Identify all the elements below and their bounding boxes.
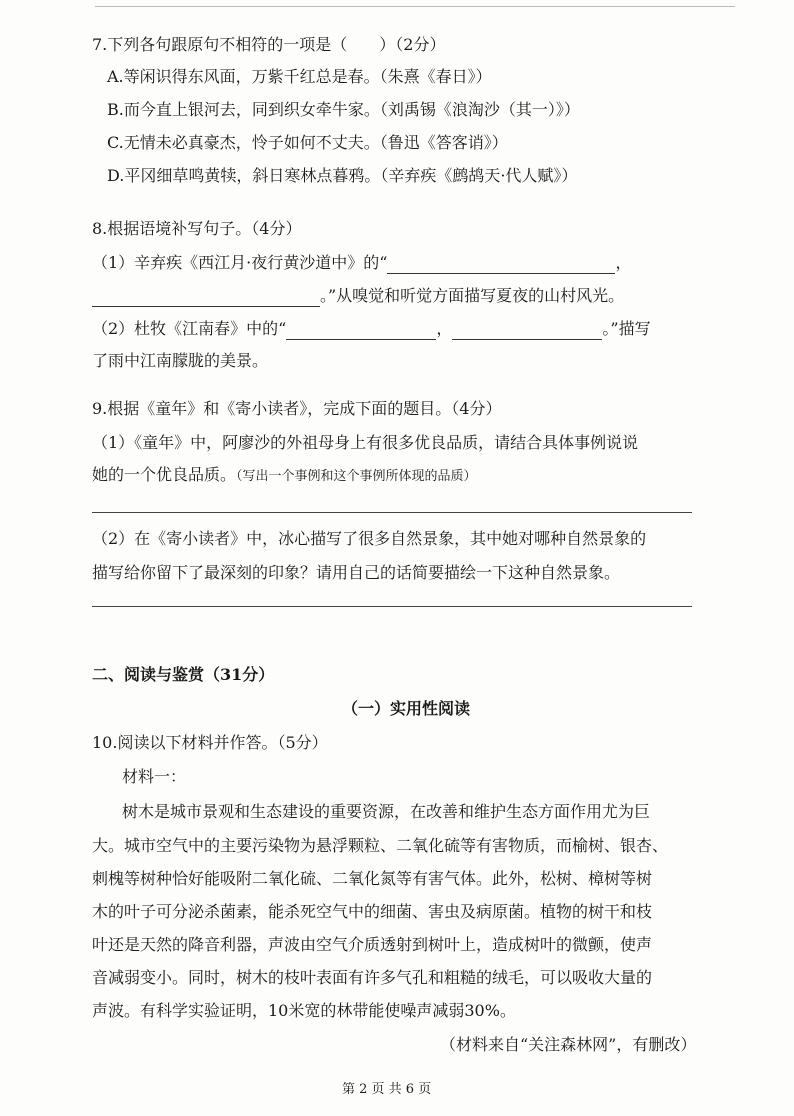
q8-part2-line2: 了雨中江南朦胧的美景。: [92, 351, 269, 370]
q8-part1-blank1[interactable]: [387, 255, 615, 274]
q8-part2-line1: [92, 318, 651, 340]
q8-stem: 8.根据语境补写句子。（4分）: [92, 219, 302, 238]
q9-part2-line1: （2）在《寄小读者》中，冰心描写了很多自然景象，其中她对哪种自然景象的: [92, 529, 647, 548]
material-paragraph-line: 刺槐等树种恰好能吸附二氧化硫、二氧化氮等有害气体。此外，松树、樟树等树: [92, 869, 653, 888]
material-paragraph-line: 树木是城市景观和生态建设的重要资源，在改善和维护生态方面作用尤为巨: [122, 802, 651, 821]
q9-part1-line1: （1）《童年》中，阿廖沙的外祖母身上有很多优良品质，请结合具体事例说说: [92, 433, 639, 452]
material-paragraph-line: 大。城市空气中的主要污染物为悬浮颗粒、二氧化硫等有害物质，而榆树、银杏、: [92, 836, 669, 855]
material-paragraph-line: 声波。有科学实验证明，10米宽的林带能使噪声减弱30%。: [92, 1001, 516, 1020]
q8-part1-text-b: 。”从嗅觉和听觉方面描写夏夜的山村风光。: [320, 286, 625, 305]
q8-part1-comma: ，: [615, 253, 632, 272]
q8-part1-blank2[interactable]: [92, 288, 320, 307]
q8-part1-line2: [92, 285, 624, 307]
q7-option-b: B.而今直上银河去，同到织女牵牛家。（刘禹锡《浪淘沙（其一）》）: [107, 100, 580, 119]
q8-part1-line1: [92, 252, 631, 274]
q7-option-c: C.无情未必真豪杰，怜子如何不丈夫。（鲁迅《答客诮》）: [107, 133, 508, 152]
q9-stem: 9.根据《童年》和《寄小读者》，完成下面的题目。（4分）: [92, 399, 502, 418]
q8-part2-blank1[interactable]: [286, 321, 436, 340]
q8-part1-text-a: （1）辛弃疾《西江月·夜行黄沙道中》的“: [92, 253, 388, 272]
q8-part2-blank2[interactable]: [452, 321, 602, 340]
q10-stem: 10.阅读以下材料并作答。（5分）: [92, 733, 328, 752]
q7-option-a: A.等闲识得东风面，万紫千红总是春。（朱熹《春日》）: [107, 67, 492, 86]
q7-option-d: D.平冈细草鸣黄犊，斜日寒林点暮鸦。（辛弃疾《鹧鸪天·代人赋》）: [107, 166, 578, 185]
material-source: （材料来自“关注森林网”，有删改）: [440, 1035, 697, 1054]
section-2-subtitle: （一）实用性阅读: [342, 699, 471, 718]
q7-stem: 7.下列各句跟原句不相符的一项是（ ）（2分）: [92, 35, 446, 54]
material-1-label: 材料一：: [122, 767, 187, 786]
q9-part2-line2: 描写给你留下了最深刻的印象？请用自己的话简要描绘一下这种自然景象。: [92, 563, 621, 582]
q8-part2-text-a: （2）杜牧《江南春》中的“: [92, 319, 287, 338]
material-paragraph-line: 音减弱变小。同时，树木的枝叶表面有许多气孔和粗糙的绒毛，可以吸收大量的: [92, 968, 653, 987]
page-number-footer: 第 2 页 共 6 页: [342, 1082, 432, 1097]
top-edge-line: [95, 6, 735, 7]
material-paragraph-line: 木的叶子可分泌杀菌素，能杀死空气中的细菌、害虫及病原菌。植物的树干和枝: [92, 902, 653, 921]
q9-part1-line2: [92, 464, 477, 488]
q9-part1-text-b: 她的一个优良品质。: [92, 465, 237, 484]
q9-part2-answer-line[interactable]: [92, 606, 692, 607]
q8-part2-comma: ，: [436, 319, 453, 338]
q9-part1-hint: （写出一个事例和这个事例所体现的品质）: [236, 469, 477, 484]
q9-part1-answer-line[interactable]: [92, 512, 692, 513]
section-2-title: 二、阅读与鉴赏（31分）: [92, 665, 275, 684]
material-paragraph-line: 叶还是天然的降音利器，声波由空气介质透射到树叶上，造成树叶的微颤，使声: [92, 935, 653, 954]
q8-part2-text-b: 。”描写: [602, 319, 651, 338]
